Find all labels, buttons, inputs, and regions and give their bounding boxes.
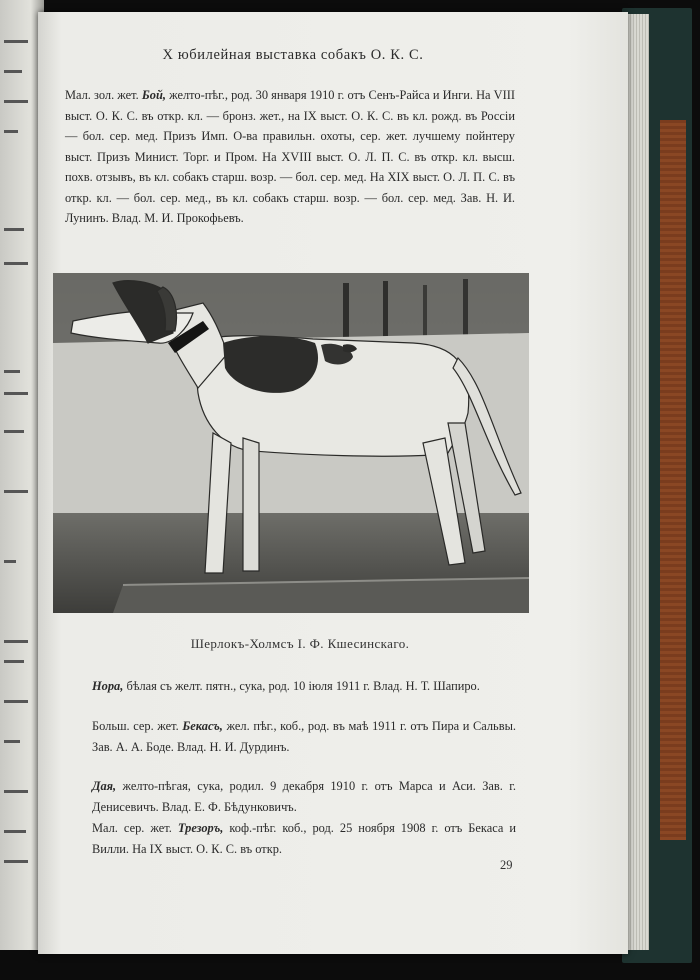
dog-photo (53, 273, 529, 613)
entry-boy: Мал. зол. жет. Бой, желто-пѣг., род. 30 января 1910 г. отъ Сенъ-Райса и Инги. На VIII выст. О. К. С. въ откр. кл. — бронз. жет., на IX выст. О. К. С. въ кл. рожд. въ Россіи — бол. сер. мед. Призъ Имп. О-ва правильн. охоты, сер. жет. лучшему пойнтеру выст. Призъ Минист. Торг. и Пром. На XVIII выст. О. Л. П. С. въ откр. кл. высш. похв. отзывъ, въ кл. собакъ старш. возр. — бол. сер. мед. На XIX выст. О. Л. П. С. въ откр. кл. — бол. сер. мед., въ кл. собакъ старш. возр. — бол. сер. мед. Зав. Н. И. Лунинъ. Влад. М. И. Прокофьевъ. (65, 88, 515, 225)
running-header: X юбилейная выставка собакъ О. К. С. (162, 47, 424, 63)
page-edges (625, 14, 649, 950)
dog-name: Трезоръ, (177, 821, 224, 835)
dog-name: Бекасъ, (182, 719, 223, 733)
previous-page-text-fragments (0, 0, 40, 950)
dog-name: Бой, (141, 88, 166, 102)
page-number: 29 (500, 858, 513, 872)
entry-nora: Нора, бѣлая съ желт. пятн., сука, род. 10 іюля 1911 г. Влад. Н. Т. Шапиро. (92, 679, 480, 693)
pointer-dog-image (53, 273, 529, 613)
dog-name: Нора, (92, 679, 124, 693)
dog-name: Дая, (92, 779, 117, 793)
book-spine-leather (660, 120, 686, 840)
entry-trezor: Мал. сер. жет. Трезоръ, коф.-пѣг. коб., род. 25 ноября 1908 г. отъ Бекаса и Вилли. На IX выст. О. К. С. въ откр. (92, 821, 516, 856)
entry-bekas: Больш. сер. жет. Бекасъ, жел. пѣг., коб., род. въ маѣ 1911 г. отъ Пира и Сальвы. Зав. А. А. Боде. Влад. Н. И. Дурдинъ. (92, 719, 516, 754)
photo-caption: Шерлокъ-Холмсъ І. Ф. Кшесинскаго. (190, 636, 410, 651)
entry-daya: Дая, желто-пѣгая, сука, родил. 9 декабря 1910 г. отъ Марса и Аси. Зав. г. Денисевичъ. Влад. Е. Ф. Бѣдунковичъ. (92, 779, 517, 814)
